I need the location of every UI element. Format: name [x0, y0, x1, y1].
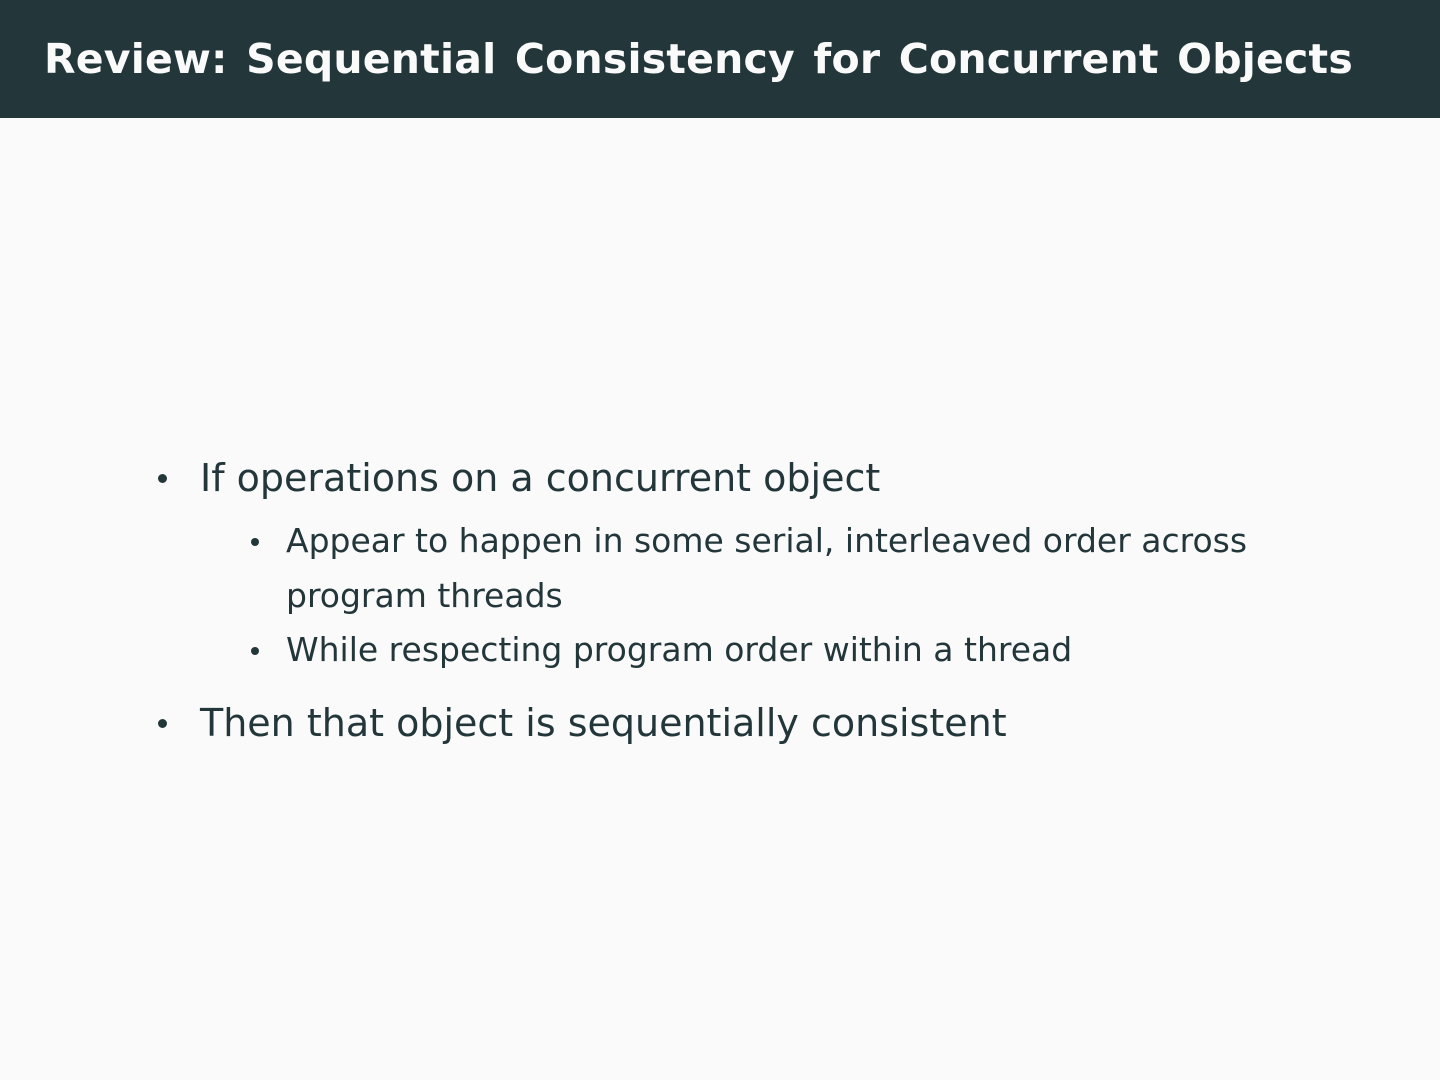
- slide-title: Review: Sequential Consistency for Concurrent Objects: [44, 35, 1353, 83]
- sub-bullet-item: Appear to happen in some serial, interleaved order across: [286, 521, 1248, 560]
- bullet-dot: [158, 474, 167, 483]
- bullet-item: Then that object is sequentially consistent: [200, 701, 1007, 745]
- title-bar: [0, 0, 1440, 118]
- bullet-dot: [158, 719, 167, 728]
- bullet-item: If operations on a concurrent object: [200, 456, 881, 500]
- sub-bullet-dot: [251, 538, 259, 546]
- slide-content: [0, 118, 1440, 1080]
- sub-bullet-dot: [251, 647, 259, 655]
- sub-bullet-item-continuation: program threads: [286, 576, 563, 615]
- sub-bullet-item: While respecting program order within a thread: [286, 630, 1073, 669]
